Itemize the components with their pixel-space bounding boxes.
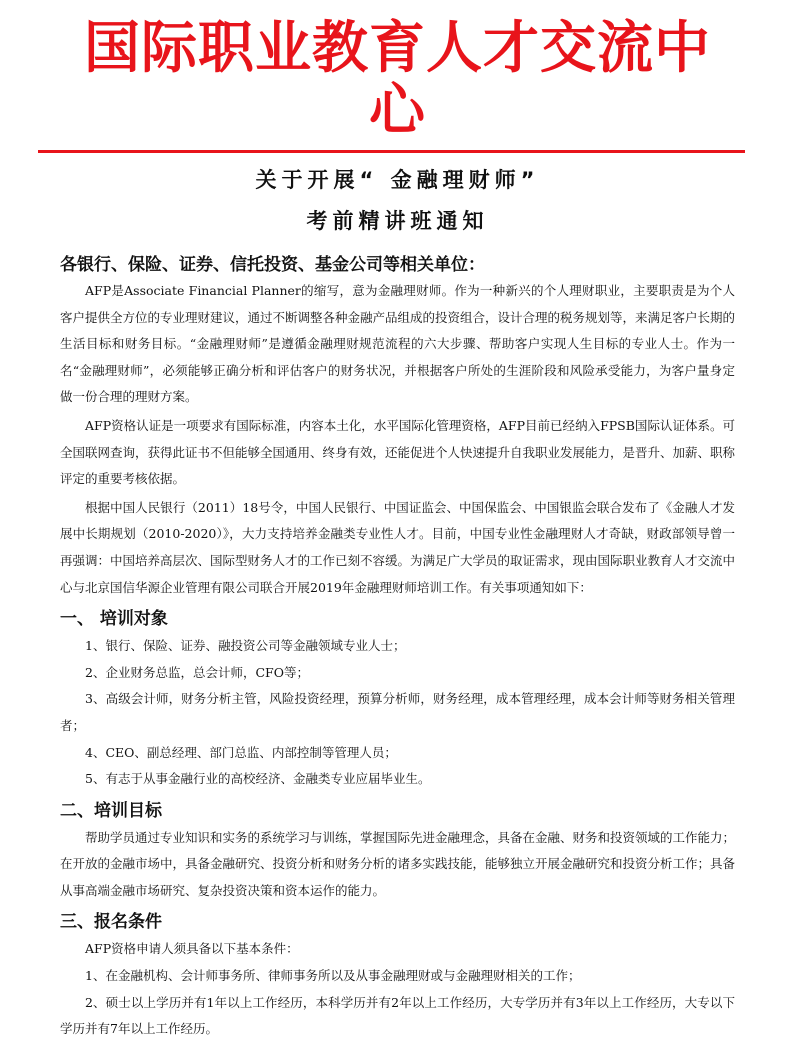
notice-title-line1: 关于开展“ 金融理财师” <box>255 168 540 192</box>
list-item: 2、企业财务总监，总会计师，CFO等； <box>85 664 309 680</box>
notice-title-line2: 考前精讲班通知 <box>306 209 489 233</box>
intro-paragraph-3: 根据中国人民银行（2011）18号令，中国人民银行、中国证监会、中国保监会、中国银监会联合发布了《金融人才发展中长期规划（2010-2020）》，大力支持培养金融类专业性人才。目前，中国专业性金融理财人才奇缺，财政部领导曾一再强调：中国培养高层次、国际型财务人才的工作已刻不容缓。为满足广大学员的取证需求，现由国际职业教育人才交流中心与北京国信华源企业管理有限公司联合开展2019年金融理财师培训工作。有关事项通知如下： <box>60 499 736 595</box>
list-item: 3、高级会计师，财务分析主管，风险投资经理，预算分析师，财务经理，成本管理经理，成本会计师等财务相关管理者； <box>60 691 735 733</box>
list-item: 4、CEO、副总经理、部门总监、内部控制等管理人员； <box>85 744 397 760</box>
list-item: 5、有志于从事金融行业的高校经济、金融类专业应届毕业生。 <box>85 771 431 787</box>
document-page <box>0 16 793 1037</box>
addressee-line: 各银行、保险、证券、信托投资、基金公司等相关单位： <box>60 255 485 275</box>
intro-paragraph-1: AFP是Associate Financial Planner的缩写，意为金融理财师。作为一种新兴的个人理财职业，主要职责是为个人客户提供全方位的专业理财建议，通过不断调整各种金融产品组成的投资组合，设计合理的税务规划等，来满足客户长期的生活目标和财务目标。“金融理财师”是遵循金融理财规范流程的六大步骤、帮助客户实现人生目标的专业人士。作为一名“金融理财师”，必须能够正确分析和评估客户的财务状况，并根据客户所处的生涯阶段和风险承受能力，为客户量身定做一份合理的理财方案。 <box>60 283 736 405</box>
goals-list <box>60 825 735 905</box>
header-rule <box>38 150 745 153</box>
list-item: 帮助学员通过专业知识和实务的系统学习与训练，掌握国际先进金融理念，具备在金融、财务和投资领域的工作能力；在开放的金融市场中，具备金融研究、投资分析和财务分析的诸多实践技能，能够独立开展金融研究和投资分析工作；具备从事高端金融市场研究、复杂投资决策和资本运作的能力。 <box>60 829 736 898</box>
list-item: 1、在金融机构、会计师事务所、律师事务所以及从事金融理财或与金融理财相关的工作； <box>85 968 581 984</box>
organization-name: 国际职业教育人才交流中心 <box>84 16 711 143</box>
list-item: AFP资格申请人须具备以下基本条件： <box>85 941 299 957</box>
list-item: 2、硕士以上学历并有1年以上工作经历，本科学历并有2年以上工作经历，大专学历并有3年以上工作经历，大专以下学历并有7年以上工作经历。 <box>60 994 735 1037</box>
section-heading-requirements: 三、报名条件 <box>60 912 162 933</box>
list-item: 1、银行、保险、证券、融投资公司等金融领域专业人士； <box>85 638 406 654</box>
section-heading-goals: 二、培训目标 <box>60 800 162 821</box>
intro-paragraph-2: AFP资格认证是一项要求有国际标准，内容本土化，水平国际化管理资格，AFP目前已经纳入FPSB国际认证体系。可全国联网查询，获得此证书不但能够全国通用、终身有效，还能促进个人快速提升自我职业发展能力，是晋升、加薪、职称评定的重要考核依据。 <box>60 417 736 487</box>
requirements-list <box>60 936 735 1042</box>
audience-list <box>60 633 735 793</box>
section-heading-audience: 一、 培训对象 <box>60 609 168 630</box>
